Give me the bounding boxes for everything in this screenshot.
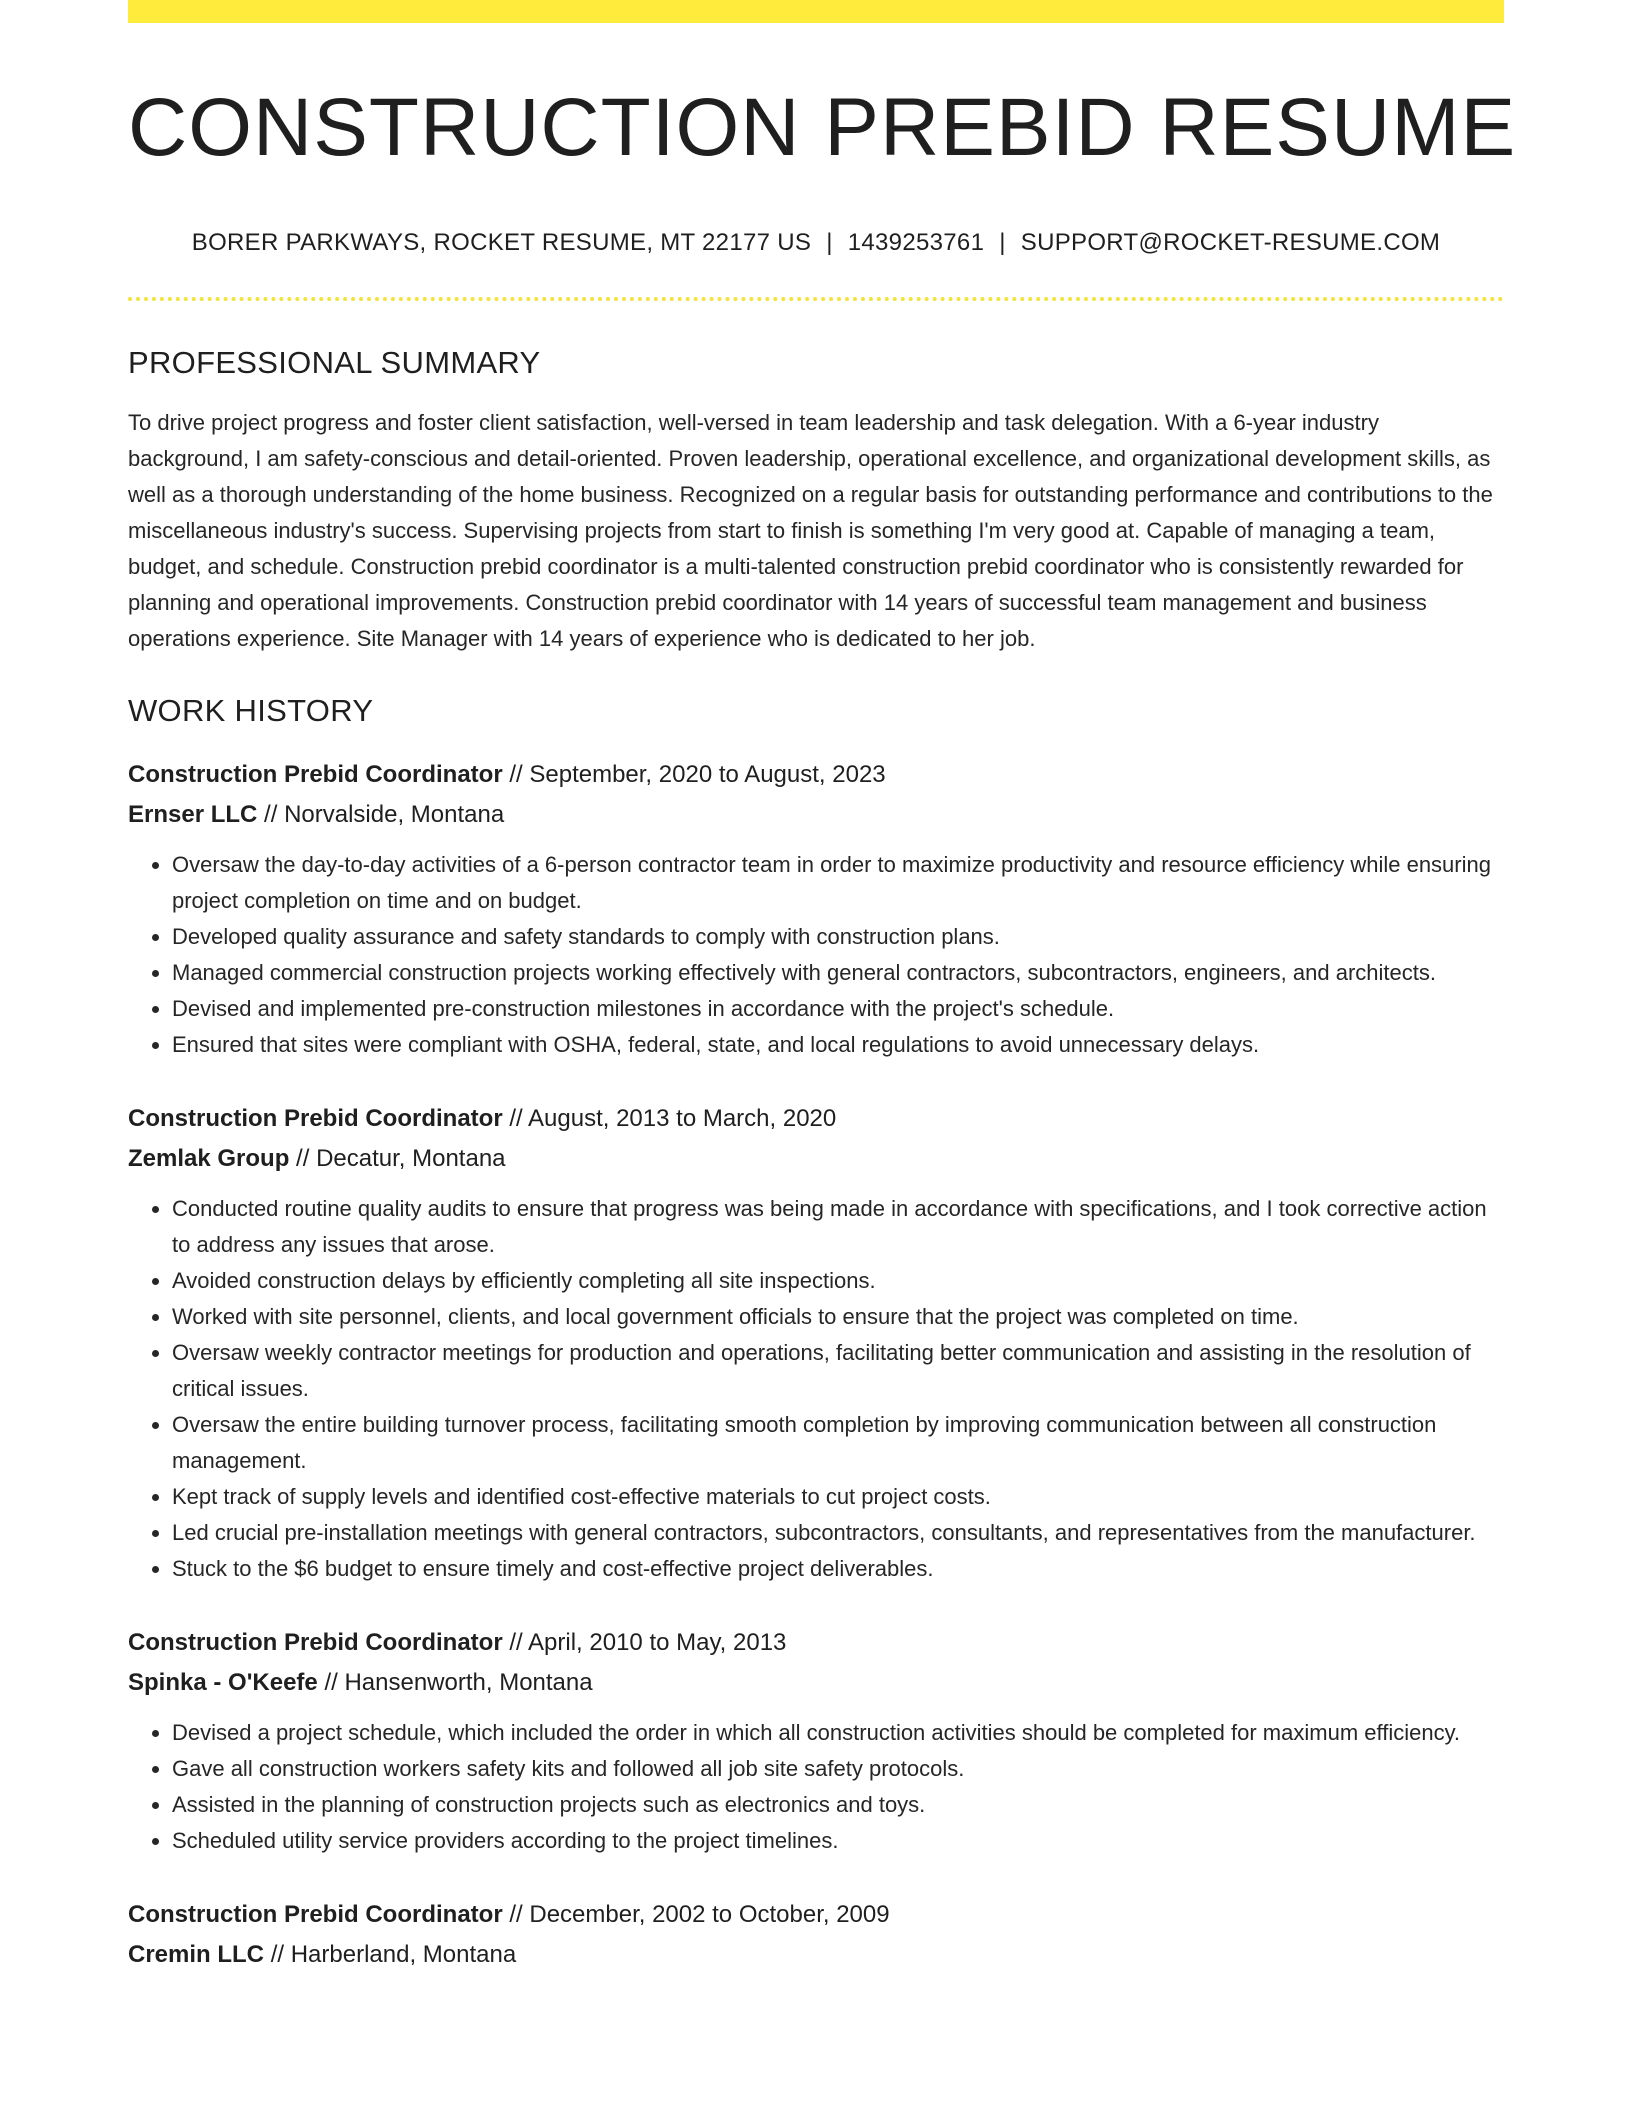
job-company: Cremin LLC — [128, 1941, 265, 1969]
header-divider — [128, 297, 1504, 301]
job-title-line — [128, 755, 1504, 795]
job-entry — [128, 1099, 1504, 1587]
summary-heading: PROFESSIONAL SUMMARY — [128, 345, 541, 381]
work-history-heading: WORK HISTORY — [128, 693, 374, 729]
contact-separator: | — [999, 229, 1006, 257]
job-title-line — [128, 1895, 1504, 1935]
job-company: Zemlak Group — [128, 1145, 290, 1173]
job-role: Construction Prebid Coordinator — [128, 1105, 503, 1133]
job-bullet-item: • Stuck to the $6 budget to ensure timely and cost-effective project deliverables. — [172, 1551, 1504, 1587]
contact-line — [128, 229, 1504, 257]
job-bullet-item: • Gave all construction workers safety kits and followed all job site safety protocols. — [172, 1751, 1504, 1787]
job-separator: // — [296, 1145, 310, 1173]
job-bullet-item: • Led crucial pre-installation meetings with general contractors, subcontractors, consultants, and representatives from the manufacturer. — [172, 1515, 1504, 1551]
job-location: Harberland, Montana — [290, 1941, 517, 1969]
job-title-line — [128, 1623, 1504, 1663]
job-bullet-item: • Avoided construction delays by efficiently completing all site inspections. — [172, 1263, 1504, 1299]
job-entry — [128, 755, 1504, 1063]
job-dates: December, 2002 to October, 2009 — [529, 1901, 890, 1929]
job-separator: // — [509, 1629, 523, 1657]
job-bullets — [128, 847, 1504, 1063]
job-bullet-item: • Developed quality assurance and safety standards to comply with construction plans. — [172, 919, 1504, 955]
job-location: Norvalside, Montana — [284, 801, 505, 829]
summary-text: To drive project progress and foster client satisfaction, well-versed in team leadership and task delegation. With a 6-year industry background, I am safety-conscious and detail-oriented. Proven leadership, operational excellence, and organizational development skills, as well as a thorough understanding of the home business. Recognized on a regular basis for outstanding performance and contributions to the miscellaneous industry's success. Supervising projects from start to finish is something I'm very good at. Capable of managing a team, budget, and schedule. Construction prebid coordinator is a multi-talented construction prebid coordinator who is consistently rewarded for planning and operational improvements. Construction prebid coordinator with 14 years of successful team management and business operations experience. Site Manager with 14 years of experience who is dedicated to her job. — [128, 410, 1493, 652]
job-location: Hansenworth, Montana — [344, 1669, 593, 1697]
job-bullet-item: • Devised and implemented pre-construction milestones in accordance with the project's schedule. — [172, 991, 1504, 1027]
job-role: Construction Prebid Coordinator — [128, 1629, 503, 1657]
job-bullet-item: • Devised a project schedule, which included the order in which all construction activities should be completed for maximum efficiency. — [172, 1715, 1504, 1751]
job-company-line — [128, 795, 1504, 835]
job-bullet-item: • Scheduled utility service providers according to the project timelines. — [172, 1823, 1504, 1859]
job-separator: // — [324, 1669, 338, 1697]
accent-bar — [128, 0, 1504, 23]
job-bullet-item: • Oversaw the entire building turnover process, facilitating smooth completion by improving communication between all construction management. — [172, 1407, 1504, 1479]
contact-address: BORER PARKWAYS, ROCKET RESUME, MT 22177 US — [191, 229, 812, 257]
job-role: Construction Prebid Coordinator — [128, 1901, 503, 1929]
job-bullet-item: • Assisted in the planning of construction projects such as electronics and toys. — [172, 1787, 1504, 1823]
job-separator: // — [509, 761, 523, 789]
job-bullet-item: • Oversaw weekly contractor meetings for production and operations, facilitating better communication and assisting in the resolution of critical issues. — [172, 1335, 1504, 1407]
job-company: Spinka - O'Keefe — [128, 1669, 318, 1697]
job-company-line — [128, 1663, 1504, 1703]
job-bullets — [128, 1191, 1504, 1587]
contact-email: SUPPORT@ROCKET-RESUME.COM — [1020, 229, 1441, 257]
job-bullet-item: • Oversaw the day-to-day activities of a 6-person contractor team in order to maximize productivity and resource efficiency while ensuring project completion on time and on budget. — [172, 847, 1504, 919]
job-bullet-item: • Conducted routine quality audits to ensure that progress was being made in accordance with specifications, and I took corrective action to address any issues that arose. — [172, 1191, 1504, 1263]
contact-separator: | — [826, 229, 833, 257]
job-dates: September, 2020 to August, 2023 — [529, 761, 886, 789]
job-bullet-item: • Ensured that sites were compliant with OSHA, federal, state, and local regulations to avoid unnecessary delays. — [172, 1027, 1504, 1063]
job-bullet-item: • Kept track of supply levels and identified cost-effective materials to cut project costs. — [172, 1479, 1504, 1515]
job-entry — [128, 1895, 1504, 1975]
job-separator: // — [264, 801, 278, 829]
job-company: Ernser LLC — [128, 801, 258, 829]
job-bullet-item: • Worked with site personnel, clients, and local government officials to ensure that the project was completed on time. — [172, 1299, 1504, 1335]
job-entry — [128, 1623, 1504, 1859]
job-separator: // — [270, 1941, 285, 1969]
job-company-line — [128, 1935, 1504, 1975]
contact-phone: 1439253761 — [847, 229, 985, 257]
work-history-list — [128, 755, 1504, 1975]
job-role: Construction Prebid Coordinator — [128, 761, 503, 789]
job-title-line — [128, 1099, 1504, 1139]
job-dates: April, 2010 to May, 2013 — [528, 1629, 787, 1657]
job-dates: August, 2013 to March, 2020 — [528, 1105, 837, 1133]
job-separator: // — [509, 1901, 523, 1929]
job-separator: // — [509, 1105, 523, 1133]
job-location: Decatur, Montana — [316, 1145, 506, 1173]
resume-page — [128, 0, 1517, 1975]
job-bullet-item: • Managed commercial construction projects working effectively with general contractors, subcontractors, engineers, and architects. — [172, 955, 1504, 991]
resume-title: CONSTRUCTION PREBID RESUME — [128, 82, 1517, 173]
job-company-line — [128, 1139, 1504, 1179]
job-bullets — [128, 1715, 1504, 1859]
